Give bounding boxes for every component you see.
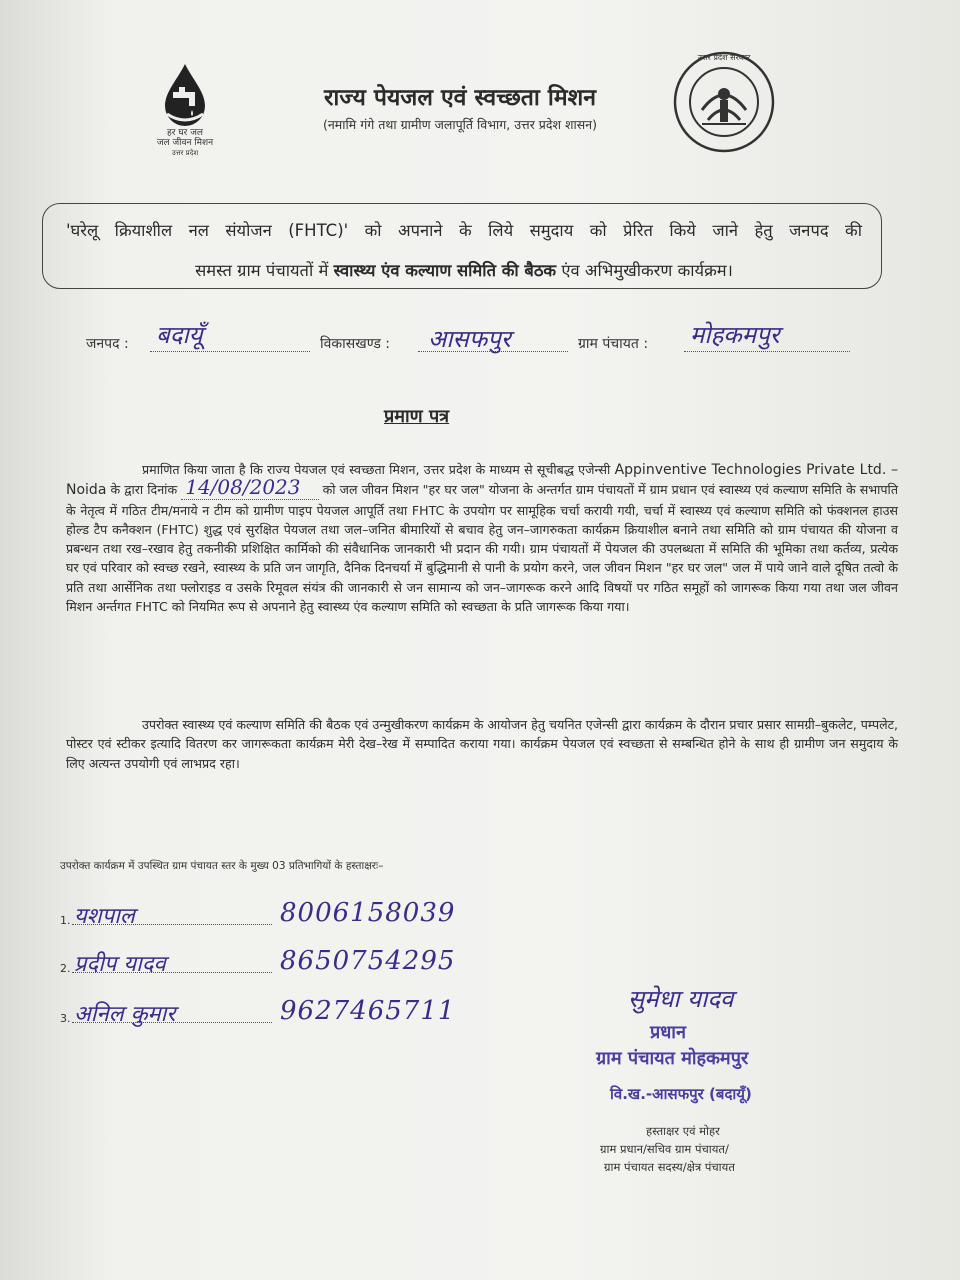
attendee-row: 1. यशपाल 8006158039: [60, 898, 456, 929]
signature-caption: हस्ताक्षर एवं मोहर: [646, 1124, 720, 1138]
district-label: जनपद :: [86, 336, 129, 352]
panchayat-dotline: [684, 351, 850, 352]
district-value: बदायूँ: [156, 321, 203, 349]
har-ghar-jal-logo: [130, 62, 240, 162]
logo-caption-3: उत्तर प्रदेश: [171, 149, 199, 157]
up-government-seal-icon: [672, 50, 776, 154]
block-label: विकासखण्ड :: [320, 336, 391, 352]
attendee-phone: 9627465711: [280, 996, 456, 1026]
panchayat-label: ग्राम पंचायत :: [578, 336, 649, 352]
block-value: आसफपुर: [428, 325, 511, 353]
water-drop-tap-icon: [155, 62, 215, 128]
agency-name: Appinventive Technologies Private Ltd. – Noida: [66, 462, 898, 499]
certificate-title: प्रमाण पत्र: [384, 406, 450, 427]
mission-title: राज्य पेयजल एवं स्वच्छता मिशन: [324, 85, 596, 111]
banner-bold-text: स्वास्थ्य एंव कल्याण समिति की बैठक: [333, 261, 557, 280]
attendee-name: यशपाल: [74, 904, 135, 929]
attendees-intro: उपरोक्त कार्यक्रम में उपस्थित ग्राम पंचायत स्तर के मुख्य 03 प्रतिभागियों के हस्ताक्षरः–: [60, 860, 384, 872]
program-date: 14/08/2023: [181, 475, 318, 500]
attendee-phone: 8006158039: [280, 898, 456, 928]
seal-text: उत्तर प्रदेश सरकार: [697, 53, 751, 62]
stamp-panchayat: ग्राम पंचायत मोहकमपुर: [596, 1048, 749, 1069]
attendee-name: प्रदीप यादव: [74, 952, 166, 977]
attendee-phone: 8650754295: [280, 946, 456, 976]
signatory-roles-1: ग्राम प्रधान/सचिव ग्राम पंचायत/: [600, 1142, 729, 1156]
logo-caption-1: हर घर जल: [167, 128, 203, 138]
signatory-roles-2: ग्राम पंचायत सदस्य/क्षेत्र पंचायत: [604, 1160, 735, 1174]
mission-subtitle: (नमामि गंगे तथा ग्रामीण जलापूर्ति विभाग, उत्तर प्रदेश शासन): [322, 117, 597, 132]
certificate-paragraph-2: उपरोक्त स्वास्थ्य एवं कल्याण समिति की बैठक एवं उन्मुखीकरण कार्यक्रम के आयोजन हेतु चयनित एजेन्सी द्वारा कार्यक्रम के दौरान प्रचार प्रसार सामग्री–बुकलेट, पम्पलेट, पोस्टर एवं स्टीकर इत्यादि वितरण कर जागरूकता कार्यक्रम मेरी देख–रेख में सम्पादित कराया गया। कार्यक्रम पेयजल एवं स्वच्छता से सम्बन्धित होने के साथ ही ग्रामीण जन समुदाय के लिए अत्यन्त उपयोगी एवं लाभप्रद रहा।: [66, 717, 898, 771]
logo-caption-2: जल जीवन मिशन: [156, 138, 214, 148]
certificate-paragraph-1: प्रमाणित किया जाता है कि राज्य पेयजल एवं स्वच्छता मिशन, उत्तर प्रदेश के माध्यम से सूचीबद्ध एजेन्सी Appinventive Technologies Private Ltd. – Noida के द्वारा दिनांक 14/08/2023 को जल जीवन मिशन "हर घर जल" योजना के अन्तर्गत ग्राम पंचायतों में ग्राम प्रधान एवं स्वास्थ्य एवं कल्याण समिति के सभापति के नेतृत्व में गठित टीम/मनाये न टीम को ग्रामीण पाइप पेयजल आपूर्ति तथा FHTC के उपयोग पर सामूहिक चर्चा करायी गयी, चर्चा में स्वास्थ्य एवं कल्याण समिति को फंक्शनल हाउस होल्ड टैप कनैक्शन (FHTC) शुद्ध एवं सुरक्षित पेयजल तथा जल–जनित बीमारियों से बचाव हेतु जन–जागरुकता कार्यक्रम क्रियाशील बनाने तथा समिति को ग्राम पंचायत की योजना व प्रबन्धन तथा रख–रखाव हेतु तकनीकी प्रशिक्षित कार्मिको की संवैधानिक जानकारी भी प्रदान की गयी। ग्राम पंचायतों में पेयजल की उपलब्धता में समिति की भूमिका तथा कर्तव्य, प्रत्येक घर एवं परिवार को स्वच्छ रखने, स्वास्थ्य के प्रति जन जागृति, दैनिक दिनचर्या में बुद्धिमानी से पानी के प्रयोग करने, जल जीवन मिशन "हर घर जल" जल में पाये जाने वाले दूषित तत्वो के प्रति तथा आर्सेनिक तथा फ्लोराइड व उसके रिमूवल संयंत्र की जानकारी से जन सामान्य को जन–जागरूक करने आदि विषयों पर गठित समूहों को जागरूक किया गया तथा जल जीवन मिशन अर्न्तगत FHTC को नियमित रूप से अपनाने हेतु स्वास्थ्य एंव कल्याण समिति को स्वच्छता के प्रति जागरूक किया गया।: [66, 462, 898, 615]
district-dotline: [150, 351, 310, 352]
stamp-designation: प्रधान: [650, 1022, 686, 1043]
banner-line-2: समस्त ग्राम पंचायतों में स्वास्थ्य एंव कल्याण समिति की बैठक एंव अभिमुखीकरण कार्यक्रम।: [195, 261, 733, 280]
attendee-row: 2. प्रदीप यादव 8650754295: [60, 946, 456, 977]
panchayat-value: मोहकमपुर: [690, 321, 780, 349]
stamp-block: वि.ख.-आसफपुर (बदायूँ): [610, 1085, 752, 1103]
attendee-name: अनिल कुमार: [74, 1002, 176, 1027]
banner-line-1: 'घरेलू क्रियाशील नल संयोजन (FHTC)' को अपनाने के लिये समुदाय को प्रेरित किये जाने हेतु जनपद की: [66, 221, 862, 240]
attendee-row: 3. अनिल कुमार 9627465711: [60, 996, 456, 1027]
handwritten-signature: सुमेधा यादव: [628, 985, 734, 1013]
